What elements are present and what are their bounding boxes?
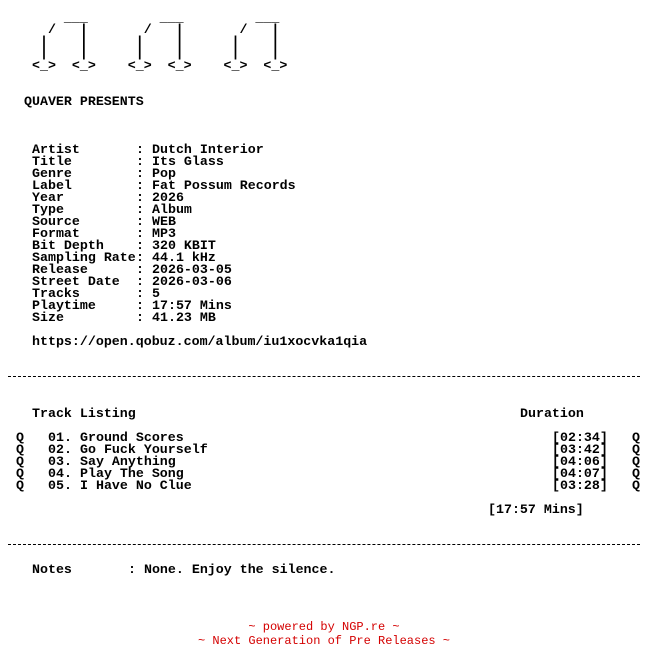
info-value: WEB	[152, 214, 176, 229]
info-value: 2026	[152, 190, 184, 205]
quality-marker: Q	[632, 454, 640, 469]
info-separator: :	[136, 274, 144, 289]
info-key: Type	[32, 202, 64, 217]
info-separator: :	[136, 190, 144, 205]
info-key: Source	[32, 214, 80, 229]
track-title: Ground Scores	[80, 430, 184, 445]
album-url: https://open.qobuz.com/album/iu1xocvka1qia	[32, 334, 368, 349]
info-value: 320 KBIT	[152, 238, 216, 253]
track-number: 03.	[48, 454, 72, 469]
track-number: 01.	[48, 430, 72, 445]
quality-marker: Q	[632, 442, 640, 457]
quality-marker: Q	[16, 442, 24, 457]
info-separator: :	[136, 238, 144, 253]
info-key: Year	[32, 190, 64, 205]
quality-marker: Q	[632, 478, 640, 493]
info-value: Fat Possum Records	[152, 178, 296, 193]
info-separator: :	[136, 154, 144, 169]
info-separator: :	[136, 226, 144, 241]
track-number: 02.	[48, 442, 72, 457]
info-key: Release	[32, 262, 88, 277]
info-value: 5	[152, 286, 160, 301]
quality-marker: Q	[16, 466, 24, 481]
info-separator: :	[136, 298, 144, 313]
notes-label: Notes	[32, 562, 72, 577]
quality-marker: Q	[632, 466, 640, 481]
info-key: Genre	[32, 166, 72, 181]
info-key: Artist	[32, 142, 80, 157]
track-duration: [03:28]	[552, 478, 608, 493]
info-value: Pop	[152, 166, 176, 181]
info-value: 2026-03-06	[152, 274, 232, 289]
quality-marker: Q	[632, 430, 640, 445]
info-value: 44.1 kHz	[152, 250, 216, 265]
divider	[8, 544, 640, 545]
total-playtime: [17:57 Mins]	[488, 502, 584, 517]
footer-powered-by: ~ powered by NGP.re ~	[248, 620, 400, 634]
track-listing-heading: Track Listing	[32, 406, 136, 421]
info-separator: :	[136, 178, 144, 193]
info-separator: :	[136, 286, 144, 301]
info-separator: :	[136, 166, 144, 181]
info-value: Album	[152, 202, 192, 217]
info-value: 41.23 MB	[152, 310, 216, 325]
info-key: Playtime	[32, 298, 96, 313]
info-key: Size	[32, 310, 64, 325]
track-number: 04.	[48, 466, 72, 481]
info-value: 2026-03-05	[152, 262, 232, 277]
info-key: Bit Depth	[32, 238, 104, 253]
presents-heading: QUAVER PRESENTS	[24, 94, 144, 109]
info-value: 17:57 Mins	[152, 298, 232, 313]
info-separator: :	[136, 310, 144, 325]
track-number: 05.	[48, 478, 72, 493]
track-duration: [04:07]	[552, 466, 608, 481]
info-key: Title	[32, 154, 72, 169]
track-duration: [03:42]	[552, 442, 608, 457]
info-key: Label	[32, 178, 72, 193]
track-title: Say Anything	[80, 454, 176, 469]
info-key: Sampling Rate	[32, 250, 136, 265]
info-value: MP3	[152, 226, 176, 241]
info-value: Its Glass	[152, 154, 224, 169]
info-separator: :	[136, 250, 144, 265]
divider	[8, 376, 640, 377]
info-separator: :	[136, 142, 144, 157]
duration-heading: Duration	[520, 406, 584, 421]
info-key: Tracks	[32, 286, 80, 301]
info-separator: :	[136, 202, 144, 217]
footer-tagline: ~ Next Generation of Pre Releases ~	[197, 634, 451, 648]
track-title: Go Fuck Yourself	[80, 442, 208, 457]
track-title: Play The Song	[80, 466, 184, 481]
info-value: Dutch Interior	[152, 142, 264, 157]
track-title: I Have No Clue	[80, 478, 192, 493]
track-duration: [02:34]	[552, 430, 608, 445]
quaver-ascii-logo: ___ ___ ___ / | / | / | | | | | | | | | | | | | <_> <_> <_> <_> <_> <_>	[32, 10, 288, 73]
info-separator: :	[136, 262, 144, 277]
quality-marker: Q	[16, 430, 24, 445]
quality-marker: Q	[16, 478, 24, 493]
notes-text: : None. Enjoy the silence.	[128, 562, 336, 577]
info-key: Street Date	[32, 274, 120, 289]
info-separator: :	[136, 214, 144, 229]
info-key: Format	[32, 226, 80, 241]
quality-marker: Q	[16, 454, 24, 469]
track-duration: [04:06]	[552, 454, 608, 469]
